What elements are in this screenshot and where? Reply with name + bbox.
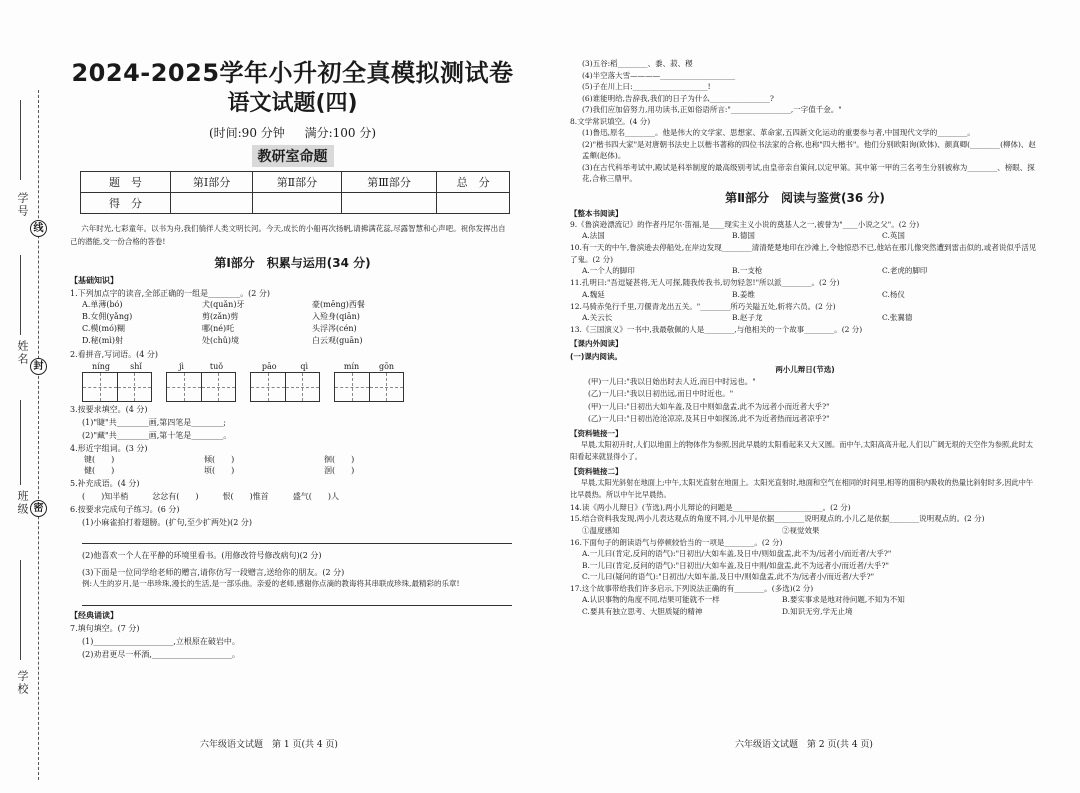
option: C.老虎的脚印 [882,266,928,275]
exam-subtitle: 语文试题(四) [227,91,358,116]
tag-basic: 【基础知识】 [70,276,118,285]
tag-resource-1: 【资料链接一】 [570,428,623,438]
label-student-id: 学号 [16,192,29,218]
score-value-row [81,193,510,214]
pinyin: shǐ [130,362,142,371]
question-8: 8.文学常识填空。(4 分) [570,116,651,126]
passage-line: (乙)一儿曰:"我以日初出远,而日中时近也。" [588,389,734,398]
q3-part-a: (1)"睫"共________画,第四笔是________; [82,418,226,427]
resource-1-text: 早晨,太阳初升时,人们以地面上的物体作为参照,因此早晨的太阳看起来又大又圆。而中午,太阳高高升起,人们以广阔无垠的天空作为参照,此时太阳看起来就显得小了。 [570,439,1033,461]
q6-example: 例:人生的岁月,是一串珍珠,漫长的生活,是一部乐曲。亲爱的老师,感谢你点滴的教诲将其串联成珍珠,最精彩的乐章! [82,579,460,588]
seal-feng: 封 [30,358,47,375]
option: B.女佣(yǎng) [82,312,133,321]
char-box[interactable] [83,373,118,401]
score-col-total: 总 分 [437,172,510,193]
q16-option-a: A.一儿曰(肯定,反问的语气):"日初出/大如车盖,及日中/则如盘盂,此不为/远者小/而近者/大乎?" [582,549,892,558]
option: C.杨仪 [882,289,905,299]
question-15: 15.结合资料我发现,两小儿表达观点的角度不同,小儿甲是依据________说明观点的,小儿乙是依据________说明观点的。(2 分) [570,514,985,523]
sub-section-1: (一)课内阅读。 [570,351,622,361]
option: A.关云长 [582,313,613,322]
q17-options [570,594,1040,618]
option: ②视觉效果 [782,525,820,535]
q4-pairs [70,454,515,476]
word-pair: 徊( ) [324,455,355,464]
option: A.魏延 [582,289,605,299]
q7-part-2: (2)劝君更尽一杯酒,____________________。 [82,650,240,659]
option: ①温度感知 [582,525,620,535]
q6-part-1: (1)小麻雀拍打着翅膀。(扩句,至少扩两处)(2 分) [82,518,252,527]
pinyin: jì [178,362,184,371]
pinyin-group [250,362,320,402]
q7-line-3: (3)五谷:稻________、黍、菽、稷 [582,59,693,68]
q8-part-3: (3)在古代科举考试中,殿试是科举制度的最高级别考试,由皇帝亲自策问,以定甲第。其中第一甲的三名考生分别被称为________、榜眼、探花,合称三鼎甲。 [582,162,1035,183]
label-name: 姓名 [16,340,29,366]
pinyin: pāo [261,362,277,371]
word-pair: 健( ) [84,466,115,475]
option: 犬(quǎn)牙 [202,300,245,309]
option: 头浮涔(cén) [312,324,357,333]
score-col-label: 题 号 [81,172,171,193]
pinyin-group [166,362,236,402]
char-box[interactable] [370,373,404,401]
word-pair: 倾( ) [204,455,235,464]
q6-part-3: (3)下面是一位同学给老师的赠言,请你仿写一段赠言,送给你的朋友。(2 分) [82,568,345,577]
passage-title: 两小儿辩日(节选) [775,364,835,374]
option: B.要实事求是地对待问题,不知为不知 [782,595,905,604]
pinyin: gōn [378,362,395,371]
option: A.一个人的脚印 [582,266,635,275]
word-pair: 键( ) [84,455,115,464]
name-field[interactable] [20,255,21,335]
score-cell[interactable] [253,193,342,214]
seal-mi: 密 [30,500,47,517]
score-cell[interactable] [437,193,510,214]
q7-line-7: (7)我们应加倍努力,用功读书,正如俗语所言:"________________,一字值千金。" [582,105,842,114]
q16-option-b: B.一儿曰(肯定,反问的语气):"日初出/大如车盖,及日中则/如盘盂,此不为远者小/而近者/大乎?" [582,560,889,570]
q8-part-2: (2)"楷书四大家"是对唐朝书法史上以楷书著称的四位书法家的合称,也称"四大楷书"。他们分别欧阳询(欧体)、颜真卿(________(柳体)、赵孟頫(赵体)。 [582,139,1036,160]
passage-line: (甲)一儿曰:"日初出大如车盖,及日中则如盘盂,此不为远者小而近者大乎?" [588,401,830,411]
page-1 [70,58,515,660]
q3-part-b: (2)"藏"共________画,第十笔是________。 [82,431,232,440]
student-id-field[interactable] [20,100,21,180]
q5-idioms: ( )知半梢 忿忿有( ) 恨( )惟首 盛气( )人 [82,492,339,501]
part1-title: 第Ⅰ部分 积累与运用(34 分) [214,256,371,270]
q6-part-2: (2)他喜欢一个人在平静的环境里看书。(用修改符号修改病句)(2 分) [82,551,322,560]
score-cell[interactable] [171,193,253,214]
option: C.张翼德 [882,313,913,322]
question-14: 14.读《两小儿辩日》(节选),两小儿辩论的问题是________________________。(2 分) [570,502,851,512]
pinyin: mín [343,362,360,371]
q15-options [570,525,1040,537]
q10-options [570,265,1040,277]
option: 处(chǔ)境 [202,336,240,345]
question-11: 11.孔明曰:"吾逗疑甚将,无人可探,随我传我书,切勿轻忽!"所以派________。(2 分) [570,278,840,287]
question-9: 9.《鲁滨逊漂流记》的作者丹尼尔·笛福,是____现实主义小说的奠基人之一,被誉为"____小说之父"。(2 分) [570,219,920,229]
passage-line: (乙)一儿曰:"日初出沧沧凉凉,及其日中如探汤,此不为近者热而远者凉乎?" [588,414,830,423]
q12-options [570,312,1040,324]
score-table [80,171,510,214]
score-col-part3: 第Ⅲ部分 [341,172,436,193]
exam-title: 2024-2025学年小升初全真模拟测试卷 [71,59,514,87]
cut-line [38,90,39,780]
binding-strip [0,0,62,793]
full-score: 满分:100 分) [304,126,377,140]
pinyin-grid [70,362,515,402]
time-limit: (时间:90 分钟 [208,126,285,140]
q16-option-c: C.一儿曰(疑问的语气):"日初出/大如车盖,及日中/则如盘盂,此不为/远者小/而近者/大乎?" [582,572,875,581]
resource-2-text: 早晨,太阳光斜射在地面上;中午,太阳光直射在地面上。太阳光直射时,地面和空气在相同的时间里,相等的面积内吸收的热量比斜射时多,因此中午比早晨热。所以中午比早晨热。 [570,477,1034,499]
q7-line-5: (5)子在川上曰:____________________! [582,82,711,91]
q8-part-1: (1)鲁迅,原名________。他是伟大的文学家、思想家、革命家,五四新文化运动的重要参与者,中国现代文学的________。 [582,128,975,137]
option: B.姜维 [732,289,755,299]
question-16: 16.下面句子的朗读语气与停顿较恰当的一项是________。(2 分) [570,537,783,547]
question-4: 4.形近字组词。(3 分) [70,444,148,453]
score-header-row [81,172,510,193]
page-2 [570,58,1040,618]
question-5: 5.补充成语。(4 分) [70,479,140,488]
page-2-footer: 六年级语文试题 第 2 页(共 4 页) [735,740,873,750]
option: 豪(mēng)西餐 [312,300,365,309]
char-box[interactable] [202,373,236,401]
q7-line-6: (6)谁能明给,告辞我,我们的日子为什么________________? [582,93,774,103]
option: 入殓身(qiān) [312,312,360,321]
q1-options [70,299,515,347]
q7-line-4: (4)半空落大雪————____________________ [582,70,736,80]
question-1: 1.下列加点字的读音,全部正确的一组是________。(2 分) [70,289,271,298]
option: 白云观(guān) [312,336,363,345]
option: 哪(né)吒 [202,324,235,333]
option: D.秘(mì)射 [82,336,124,345]
answer-line[interactable] [82,592,512,606]
pinyin-group [82,362,152,402]
tag-whole-book: 【整本书阅读】 [570,208,623,218]
q11-options [570,289,1040,301]
author-label: 教研室命题 [252,145,334,167]
tag-classic: 【经典诵读】 [70,611,118,620]
label-school: 学校 [16,670,29,696]
char-box[interactable] [335,373,370,401]
school-field[interactable] [20,560,21,660]
question-2: 2.看拼音,写词语。(4 分) [70,350,159,359]
option: B.赵子龙 [732,313,763,322]
author-badge [70,145,515,167]
page-1-footer: 六年级语文试题 第 1 页(共 4 页) [200,740,338,750]
option: A.认识事物的角度不同,结果可能就不一样 [582,595,720,604]
question-7: 7.填句填空。(7 分) [70,624,140,633]
q9-options [570,230,1040,242]
pinyin: qì [300,362,309,371]
option: C.英国 [882,231,905,240]
option: B.德国 [732,231,755,240]
question-6: 6.按要求完成句子练习。(6 分) [70,505,180,514]
tag-reading: 【课内外阅读】 [570,338,623,348]
class-field[interactable] [20,400,21,485]
time-score-line [70,124,515,141]
question-3: 3.按要求填空。(4 分) [70,405,148,414]
word-pair: 洄( ) [324,466,355,475]
question-13: 13.《三国演义》一书中,我最敬佩的人是________,与他相关的一个故事________。(2 分) [570,325,863,334]
score-row-label: 得 分 [81,193,171,214]
option: A.法国 [582,231,605,240]
q7-part-1: (1)____________________,立根原在破岩中。 [82,637,240,646]
pinyin-group [334,362,404,402]
word-pair: 顷( ) [204,466,235,475]
part2-title: 第Ⅱ部分 阅读与鉴赏(36 分) [725,190,885,205]
char-box[interactable] [286,373,320,401]
option: A.单薄(bó) [82,300,123,309]
option: B.一支枪 [732,266,763,275]
option: 剪(zǎn)剪 [202,312,239,321]
score-cell[interactable] [341,193,436,214]
tag-resource-2: 【资料链接二】 [570,466,623,476]
pinyin: tuǒ [209,362,224,371]
char-box[interactable] [167,373,202,401]
passage-line: (甲)一儿曰:"我以日始出时去人近,而日中时远也。" [588,376,756,386]
question-12: 12.马骑赤兔行千里,刀偃青龙出五关。"________所巧关隘五处,斩将六员。(2 分) [570,301,836,311]
label-class: 班级 [16,490,29,516]
intro-text: 六年时光,七彩童年。以书为舟,我们徜徉人类文明长河。今天,成长的小船再次扬帆,请拂满花蕊,尽露智慧和心声吧。祝你发挥出自己的潜能,交一份合格的答卷! [70,224,506,246]
option: C.模(mó)糊 [82,324,126,333]
option: C.要具有独立思考、大胆质疑的精神 [582,607,703,616]
score-col-part1: 第Ⅰ部分 [171,172,253,193]
pinyin: níng [92,362,111,371]
question-17: 17.这个故事带给我们许多启示,下列说法正确的有________。(多选)(2 分) [570,583,814,593]
score-col-part2: 第Ⅱ部分 [253,172,342,193]
char-box[interactable] [251,373,286,401]
question-10: 10.有一天的中午,鲁滨逊去停船处,在岸边发现________清清楚楚地印在沙滩上,令他惊恐不已,他站在那儿像突然遭到雷击似的,或者说似乎活见了鬼。(2 分) [570,243,1037,264]
char-box[interactable] [118,373,152,401]
option: D.知识无穷,学无止境 [782,607,853,616]
answer-line[interactable] [82,530,512,544]
seal-xian: 线 [30,220,47,237]
